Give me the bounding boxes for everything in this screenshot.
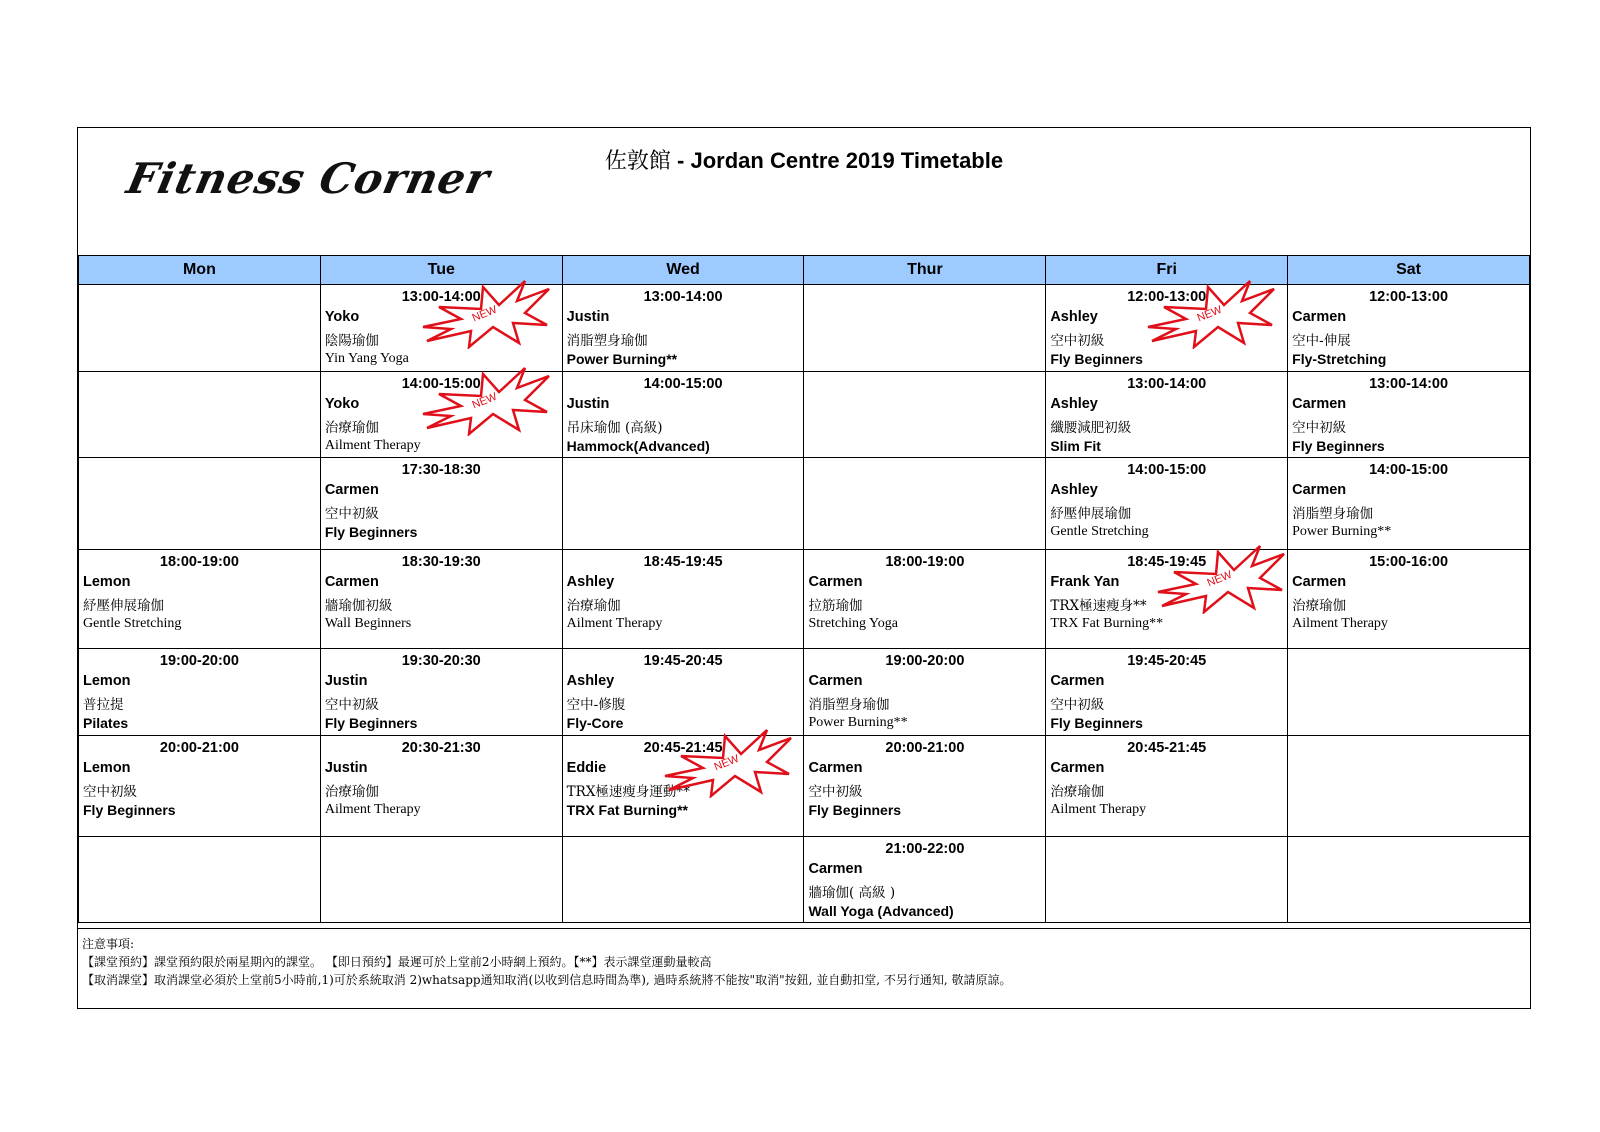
class-cell <box>1288 285 1530 372</box>
class-time: 20:45-21:45 <box>643 740 723 756</box>
class-name-cn: 治療瑜伽 <box>1050 784 1105 800</box>
class-cell <box>320 372 562 458</box>
class-name-en: Ailment Therapy <box>566 616 663 631</box>
class-name-cn: 治療瑜伽 <box>566 598 621 614</box>
title-en: - Jordan Centre 2019 Timetable <box>677 148 1004 173</box>
class-cell <box>562 372 804 458</box>
page-title <box>78 144 1530 175</box>
table-row <box>79 736 1530 837</box>
class-name-cn: 空中初級 <box>1050 333 1105 349</box>
class-name-en: Power Burning** <box>1292 524 1392 539</box>
class-time: 18:45-19:45 <box>1127 554 1207 570</box>
class-name-en: Fly Beginners <box>1050 715 1143 731</box>
class-cell <box>804 736 1046 837</box>
class-name-cn: 空中初級 <box>324 697 379 713</box>
class-name-cn: 空中-伸展 <box>1292 333 1351 349</box>
class-cell <box>1288 458 1530 550</box>
empty-cell <box>79 285 321 372</box>
timetable-body <box>79 285 1530 923</box>
new-badge-label: NEW <box>712 752 741 774</box>
table-row <box>79 837 1530 923</box>
table-row <box>79 458 1530 550</box>
empty-cell <box>1288 649 1530 736</box>
instructor-name: Frank Yan <box>1050 574 1120 590</box>
class-name-en: Pilates <box>83 715 129 731</box>
table-row <box>79 285 1530 372</box>
instructor-name: Lemon <box>83 673 131 689</box>
class-cell <box>1046 372 1288 458</box>
class-cell <box>320 285 562 372</box>
class-name-en: Gentle Stretching <box>1050 524 1149 539</box>
class-name-cn: 空中初級 <box>1050 697 1105 713</box>
instructor-name: Ashley <box>1050 396 1098 412</box>
class-cell <box>562 649 804 736</box>
instructor-name: Justin <box>324 673 368 689</box>
class-name-cn: 紓壓伸展瑜伽 <box>83 598 164 614</box>
class-cell <box>320 649 562 736</box>
class-name-en: Ailment Therapy <box>324 802 421 817</box>
empty-cell <box>79 837 321 923</box>
class-time: 19:45-20:45 <box>1127 653 1207 669</box>
class-name-en: Fly-Core <box>566 715 624 731</box>
class-cell <box>1288 550 1530 649</box>
empty-cell <box>79 458 321 550</box>
class-name-en: Fly Beginners <box>808 802 902 818</box>
empty-cell <box>562 458 804 550</box>
empty-cell <box>1288 837 1530 923</box>
class-name-cn: 消脂塑身瑜伽 <box>808 697 890 713</box>
day-header-tue: Tue <box>320 256 562 285</box>
class-name-en: Ailment Therapy <box>1050 802 1147 817</box>
class-name-en: Gentle Stretching <box>83 616 182 631</box>
new-badge-label: NEW <box>470 303 499 325</box>
notes-heading: 注意事項: <box>82 937 135 951</box>
table-row <box>79 550 1530 649</box>
class-name-cn: 消脂塑身瑜伽 <box>1292 506 1374 522</box>
class-cell <box>1046 458 1288 550</box>
class-time: 18:00-19:00 <box>885 554 965 570</box>
class-time: 20:30-21:30 <box>401 740 481 756</box>
instructor-name: Ashley <box>566 673 615 689</box>
class-name-cn: 吊床瑜伽 (高級) <box>566 420 663 436</box>
instructor-name: Ashley <box>566 574 615 590</box>
table-row <box>79 649 1530 736</box>
class-cell <box>804 837 1046 923</box>
instructor-name: Carmen <box>808 574 863 590</box>
day-header-fri: Fri <box>1046 256 1288 285</box>
instructor-name: Carmen <box>808 673 863 689</box>
instructor-name: Carmen <box>1292 574 1347 590</box>
class-time: 14:00-15:00 <box>1369 462 1449 478</box>
class-time: 20:45-21:45 <box>1127 740 1207 756</box>
class-cell <box>562 285 804 372</box>
day-header-mon: Mon <box>79 256 321 285</box>
day-header-sat: Sat <box>1288 256 1530 285</box>
class-name-en: Slim Fit <box>1050 438 1101 454</box>
class-name-cn: 治療瑜伽 <box>324 420 379 436</box>
class-cell <box>1046 736 1288 837</box>
logo: Fitness Corner <box>122 154 495 203</box>
instructor-name: Lemon <box>83 574 131 590</box>
class-time: 13:00-14:00 <box>643 289 723 305</box>
class-name-cn: 空中初級 <box>83 784 137 800</box>
class-time: 14:00-15:00 <box>401 376 481 392</box>
class-cell <box>804 649 1046 736</box>
header <box>78 128 1530 255</box>
class-time: 19:00-20:00 <box>159 653 239 669</box>
empty-cell <box>804 372 1046 458</box>
class-time: 15:00-16:00 <box>1369 554 1449 570</box>
class-name-cn: 空中-修腹 <box>566 697 626 713</box>
class-time: 17:30-18:30 <box>401 462 481 478</box>
instructor-name: Ashley <box>1050 482 1098 498</box>
class-name-en: Fly Beginners <box>1050 351 1143 367</box>
class-name-en: Fly Beginners <box>324 715 418 731</box>
class-name-en: TRX Fat Burning** <box>1050 616 1164 631</box>
class-cell <box>79 736 321 837</box>
class-name-cn: 空中初級 <box>324 506 379 522</box>
class-time: 20:00-21:00 <box>885 740 965 756</box>
class-cell <box>804 550 1046 649</box>
class-time: 18:45-19:45 <box>643 554 723 570</box>
class-name-cn: 陰陽瑜伽 <box>324 333 379 349</box>
new-badge-label: NEW <box>470 390 499 412</box>
notes <box>78 928 1530 1008</box>
instructor-name: Justin <box>324 760 368 776</box>
instructor-name: Carmen <box>1292 309 1347 325</box>
class-time: 14:00-15:00 <box>1127 462 1207 478</box>
instructor-name: Carmen <box>324 482 379 498</box>
class-time: 13:00-14:00 <box>1369 376 1449 392</box>
class-time: 19:00-20:00 <box>885 653 965 669</box>
class-name-en: Wall Yoga (Advanced) <box>808 903 954 919</box>
class-name-cn: 空中初級 <box>808 784 863 800</box>
class-name-en: Power Burning** <box>566 351 678 367</box>
class-name-cn: 治療瑜伽 <box>324 784 379 800</box>
class-time: 13:00-14:00 <box>401 289 481 305</box>
class-cell <box>79 649 321 736</box>
day-header-thur: Thur <box>804 256 1046 285</box>
empty-cell <box>79 372 321 458</box>
instructor-name: Carmen <box>1050 673 1105 689</box>
class-name-en: Fly Beginners <box>1292 438 1385 454</box>
instructor-name: Justin <box>566 309 610 325</box>
class-name-cn: 牆瑜伽初級 <box>324 598 393 614</box>
class-time: 18:00-19:00 <box>159 554 239 570</box>
instructor-name: Lemon <box>83 760 131 776</box>
class-time: 14:00-15:00 <box>643 376 723 392</box>
class-cell <box>1046 649 1288 736</box>
class-cell <box>1046 285 1288 372</box>
empty-cell <box>1046 837 1288 923</box>
class-time: 12:00-13:00 <box>1127 289 1207 305</box>
empty-cell <box>804 458 1046 550</box>
timetable <box>78 255 1530 923</box>
table-row <box>79 372 1530 458</box>
class-name-en: Fly Beginners <box>324 524 418 540</box>
instructor-name: Ashley <box>1050 309 1098 325</box>
day-header-row <box>79 256 1530 285</box>
day-header-wed: Wed <box>562 256 804 285</box>
instructor-name: Eddie <box>566 760 607 776</box>
class-name-cn: TRX極速瘦身** <box>1050 598 1147 614</box>
class-cell <box>562 550 804 649</box>
class-time: 21:00-22:00 <box>885 841 965 857</box>
instructor-name: Justin <box>566 396 610 412</box>
class-time: 20:00-21:00 <box>159 740 239 756</box>
instructor-name: Yoko <box>324 309 360 325</box>
class-time: 18:30-19:30 <box>401 554 481 570</box>
instructor-name: Yoko <box>324 396 360 412</box>
class-time: 19:45-20:45 <box>643 653 723 669</box>
class-name-en: Ailment Therapy <box>324 438 421 453</box>
instructor-name: Carmen <box>808 760 863 776</box>
class-name-en: Fly Beginners <box>83 802 176 818</box>
empty-cell <box>804 285 1046 372</box>
class-name-en: Hammock(Advanced) <box>566 438 710 454</box>
class-cell <box>320 550 562 649</box>
empty-cell <box>562 837 804 923</box>
class-name-en: Yin Yang Yoga <box>324 351 409 366</box>
class-name-cn: 拉筋瑜伽 <box>808 598 863 614</box>
class-cell <box>562 736 804 837</box>
instructor-name: Carmen <box>1292 396 1347 412</box>
class-cell <box>320 736 562 837</box>
empty-cell <box>320 837 562 923</box>
class-name-cn: 牆瑜伽( 高級 ) <box>808 885 896 901</box>
class-time: 12:00-13:00 <box>1369 289 1449 305</box>
class-time: 13:00-14:00 <box>1127 376 1207 392</box>
class-name-cn: 空中初級 <box>1292 420 1347 436</box>
class-name-en: Fly-Stretching <box>1292 351 1387 367</box>
class-cell <box>79 550 321 649</box>
timetable-sheet <box>77 127 1531 1009</box>
instructor-name: Carmen <box>324 574 379 590</box>
class-cell <box>320 458 562 550</box>
notes-line-2: 【取消課堂】取消課堂必須於上堂前5小時前,1)可於系統取消 2)whatsapp通知取消(以收到信息時間為準), 過時系統將不能按"取消"按鈕, 並自動扣堂, 不另行通知, 敬請原諒。 <box>82 973 1012 987</box>
class-name-cn: 治療瑜伽 <box>1292 598 1347 614</box>
class-time: 19:30-20:30 <box>401 653 481 669</box>
class-name-cn: TRX極速瘦身運動** <box>566 784 690 800</box>
title-cn: 佐敦館 <box>604 149 671 174</box>
instructor-name: Carmen <box>1292 482 1347 498</box>
new-badge-label: NEW <box>1195 303 1225 325</box>
class-name-cn: 消脂塑身瑜伽 <box>566 333 648 349</box>
instructor-name: Carmen <box>808 861 863 877</box>
class-name-cn: 普拉提 <box>83 697 124 713</box>
class-name-en: Stretching Yoga <box>808 616 898 631</box>
class-name-cn: 纖腰減肥初級 <box>1050 420 1132 436</box>
instructor-name: Carmen <box>1050 760 1105 776</box>
empty-cell <box>1288 736 1530 837</box>
new-badge-label: NEW <box>1205 568 1235 590</box>
class-name-en: Wall Beginners <box>324 616 412 631</box>
class-cell <box>1288 372 1530 458</box>
class-cell <box>1046 550 1288 649</box>
class-name-en: Power Burning** <box>808 715 908 730</box>
notes-line-1: 【課堂預約】課堂預約限於兩星期內的課堂。 【即日預約】最遲可於上堂前2小時網上預約。【**】表示課堂運動量較高 <box>82 955 712 969</box>
class-name-cn: 紓壓伸展瑜伽 <box>1050 506 1132 522</box>
class-name-en: TRX Fat Burning** <box>566 802 688 818</box>
class-name-en: Ailment Therapy <box>1292 616 1388 631</box>
